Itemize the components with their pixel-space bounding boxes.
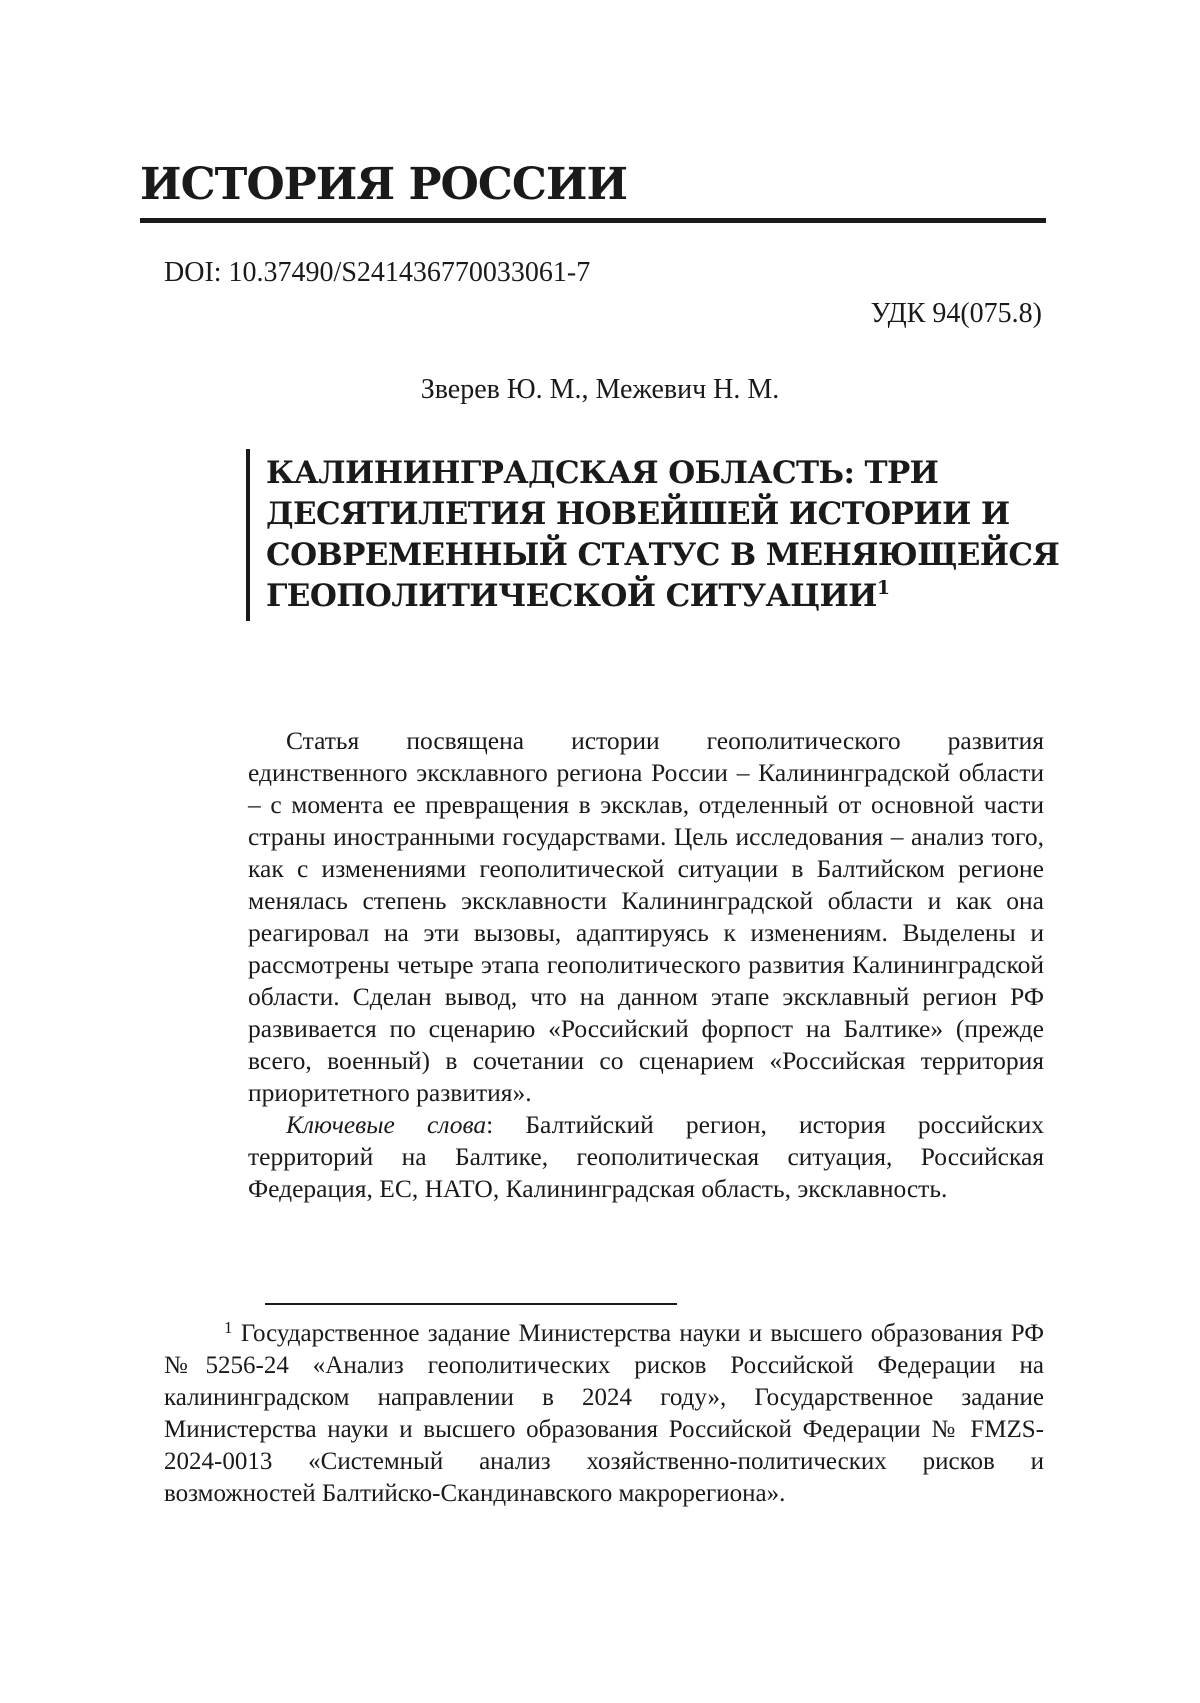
authors: Зверев Ю. М., Межевич Н. М. <box>420 374 780 405</box>
keywords-label: Ключевые слова <box>286 1110 487 1139</box>
article-title-text: КАЛИНИНГРАДСКАЯ ОБЛАСТЬ: ТРИ ДЕСЯТИЛЕТИЯ НОВЕЙШЕЙ ИСТОРИИ И СОВРЕМЕННЫЙ СТАТУС В МЕНЯЮЩЕЙСЯ ГЕОПОЛИТИЧЕСКОЙ СИТУАЦИИ <box>266 455 1060 614</box>
article-title <box>266 449 1066 621</box>
section-title: ИСТОРИЯ РОССИИ <box>140 159 628 210</box>
section-header <box>140 158 1046 223</box>
article-title-footnote-mark: 1 <box>876 577 890 599</box>
keywords <box>248 1109 1044 1205</box>
section-title-rule <box>140 218 1046 223</box>
abstract <box>248 725 1044 1205</box>
footnote-paragraph <box>164 1318 1044 1510</box>
doi: DOI: 10.37490/S241436770033061-7 <box>164 257 591 288</box>
footnote-mark: 1 <box>224 1318 233 1337</box>
abstract-text: Статья посвящена истории геополитического развития единственного эксклавного региона России – Калининградской области – с момента ее превращения в эксклав, отделенный от основной части страны иностранными государствами. Цель исследования – анализ того, как с изменениями геополитической ситуации в Балтийском регионе менялась степень эксклавности Калининградской области и как она реагировал на эти вызовы, адаптируясь к изменениям. Выделены и рассмотрены четыре этапа геополитического развития Калининградской области. Сделан вывод, что на данном этапе эксклавный регион РФ развивается по сценарию «Российский форпост на Балтике» (прежде всего, военный) в сочетании со сценарием «Российская территория приоритетного развития». <box>248 726 1044 1107</box>
article-title-block <box>246 449 1066 621</box>
udk-code: УДК 94(075.8) <box>870 298 1042 329</box>
footnote-separator <box>265 1303 677 1305</box>
keywords-text: : Балтийский регион, история российских территорий на Балтике, геополитическая ситуация, Российская Федерация, ЕС, НАТО, Калининградская область, эксклавность. <box>248 1110 1044 1203</box>
footnote <box>164 1318 1044 1510</box>
footnote-text: Государственное задание Министерства науки и высшего образования РФ №5256-24 «Анализ геополитических рисков Российской Федерации на калининградском направлении в 2024 году», Государственное задание Министерства науки и высшего образования Российской Федерации № FMZS-2024-0013 «Системный анализ хозяйственно-политических рисков и возможностей Балтийско-Скандинавского макрорегиона». <box>164 1320 1044 1507</box>
